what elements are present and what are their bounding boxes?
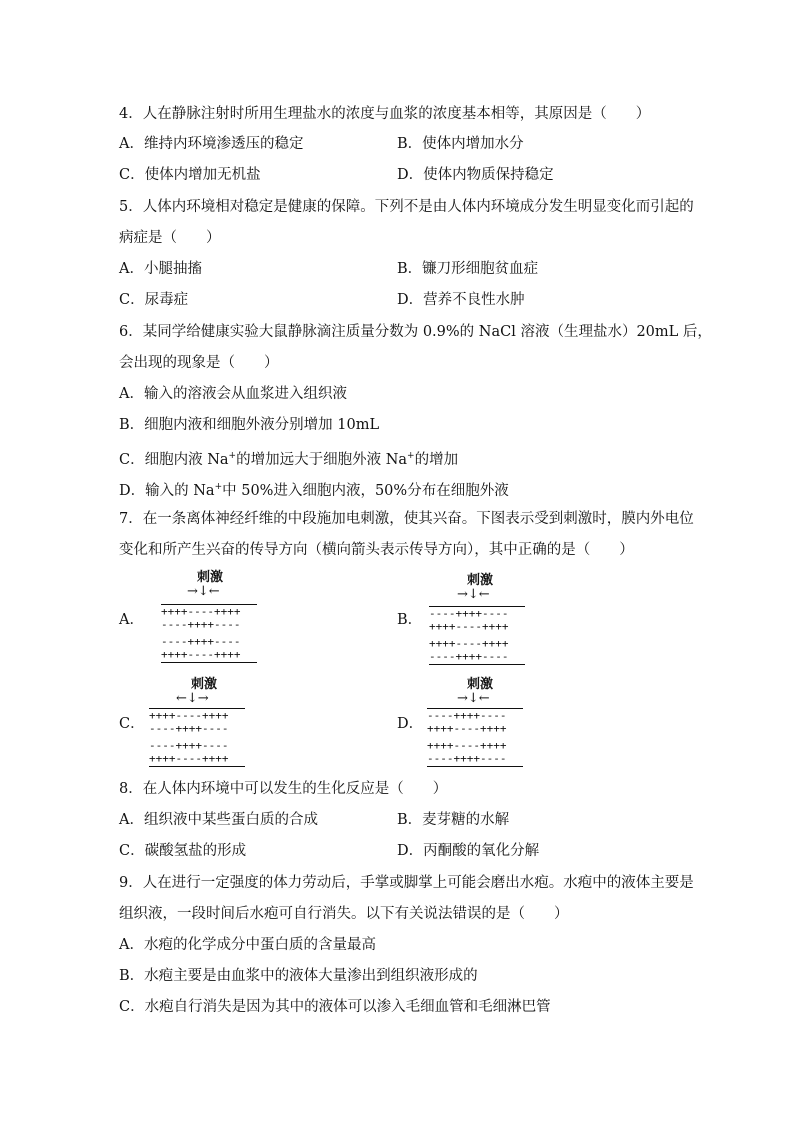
q9-option-c: C．水疱自行消失是因为其中的液体可以渗入毛细血管和毛细淋巴管 (119, 999, 551, 1015)
figure-label: C． (119, 716, 145, 732)
stimulus-label: 刺激 (467, 573, 494, 588)
q8-option-c: C．碳酸氢盐的形成 (119, 843, 247, 859)
charge-row: ++++----++++ (427, 739, 507, 752)
q5-option-b: B．镰刀形细胞贫血症 (397, 261, 539, 277)
q7-figure-d (397, 670, 657, 770)
q6-option-d: D．输入的 Na+中 50%进入细胞内液，50%分布在细胞外液 (119, 482, 509, 499)
figure-label: B． (397, 612, 423, 628)
q8-option-b: B．麦芽糖的水解 (397, 812, 510, 828)
charge-row: ----++++---- (161, 635, 241, 648)
q5-stem-line1: 5．人体内环境相对稳定是健康的保障。下列不是由人体内环境成分发生明显变化而引起的 (119, 199, 694, 215)
charge-row: ++++----++++ (149, 752, 229, 765)
q4-option-b: B．使体内增加水分 (397, 136, 524, 152)
q4-option-a: A．维持内环境渗透压的稳定 (119, 136, 304, 152)
stimulus-arrows-icon: →↓← (457, 587, 490, 602)
stimulus-arrows-icon: →↓← (187, 584, 220, 599)
membrane-line (161, 662, 257, 663)
stimulus-label: 刺激 (197, 570, 224, 585)
charge-row: ++++----++++ (429, 620, 509, 633)
membrane-line (429, 664, 525, 665)
charge-row: ++++----++++ (149, 709, 229, 722)
q7-stem-line1: 7．在一条离体神经纤维的中段施加电刺激，使其兴奋。下图表示受到刺激时，膜内外电位 (119, 511, 694, 527)
q7-stem-line2: 变化和所产生兴奋的传导方向（横向箭头表示传导方向），其中正确的是（ ） (119, 542, 634, 558)
q5-option-c: C．尿毒症 (119, 292, 189, 308)
charge-row: ----++++---- (161, 618, 241, 631)
charge-row: ----++++---- (429, 607, 509, 620)
q7-figure-c (119, 670, 379, 770)
figure-label: D． (397, 716, 424, 732)
q7-figure-a (119, 566, 379, 666)
charge-row: ----++++---- (149, 722, 229, 735)
figure-label: A． (119, 612, 144, 628)
charge-row: ----++++---- (427, 752, 507, 765)
q9-option-b: B．水疱主要是由血浆中的液体大量渗出到组织液形成的 (119, 968, 478, 984)
q6-option-a: A．输入的溶液会从血浆进入组织液 (119, 386, 347, 402)
stimulus-label: 刺激 (191, 677, 218, 692)
q9-stem-line2: 组织液，一段时间后水疱可自行消失。以下有关说法错误的是（ ） (119, 906, 569, 922)
q8-option-d: D．丙酮酸的氧化分解 (397, 843, 540, 859)
stimulus-label: 刺激 (467, 677, 494, 692)
q6-option-c: C．细胞内液 Na+的增加远大于细胞外液 Na+的增加 (119, 451, 459, 468)
q5-option-a: A．小腿抽搐 (119, 261, 202, 277)
q6-option-b: B．细胞内液和细胞外液分别增加 10mL (119, 417, 380, 433)
membrane-line (149, 766, 245, 767)
q6-stem-line1: 6．某同学给健康实验大鼠静脉滴注质量分数为 0.9%的 NaCl 溶液（生理盐水）20mL 后， (119, 324, 712, 340)
q4-option-c: C．使体内增加无机盐 (119, 167, 261, 183)
membrane-line (427, 766, 523, 767)
charge-row: ++++----++++ (429, 637, 509, 650)
stimulus-arrows-icon: ←↓→ (176, 691, 209, 706)
charge-row: ----++++---- (149, 739, 229, 752)
charge-row: ++++----++++ (161, 605, 241, 618)
charge-row: ++++----++++ (161, 648, 241, 661)
q8-stem: 8．在人体内环境中可以发生的生化反应是（ ） (119, 781, 448, 797)
q4-option-d: D．使体内物质保持稳定 (397, 167, 554, 183)
stimulus-arrows-icon: →↓← (457, 691, 490, 706)
charge-row: ++++----++++ (427, 722, 507, 735)
q7-figure-b (397, 566, 657, 666)
q5-option-d: D．营养不良性水肿 (397, 292, 525, 308)
charge-row: ----++++---- (429, 650, 509, 663)
q9-option-a: A．水疱的化学成分中蛋白质的含量最高 (119, 937, 376, 953)
q8-option-a: A．组织液中某些蛋白质的合成 (119, 812, 318, 828)
charge-row: ----++++---- (427, 709, 507, 722)
q4-stem: 4．人在静脉注射时所用生理盐水的浓度与血浆的浓度基本相等，其原因是（ ） (119, 106, 651, 122)
q9-stem-line1: 9．人在进行一定强度的体力劳动后，手掌或脚掌上可能会磨出水疱。水疱中的液体主要是 (119, 875, 694, 891)
q6-stem-line2: 会出现的现象是（ ） (119, 355, 279, 371)
q5-stem-line2: 病症是（ ） (119, 230, 221, 246)
